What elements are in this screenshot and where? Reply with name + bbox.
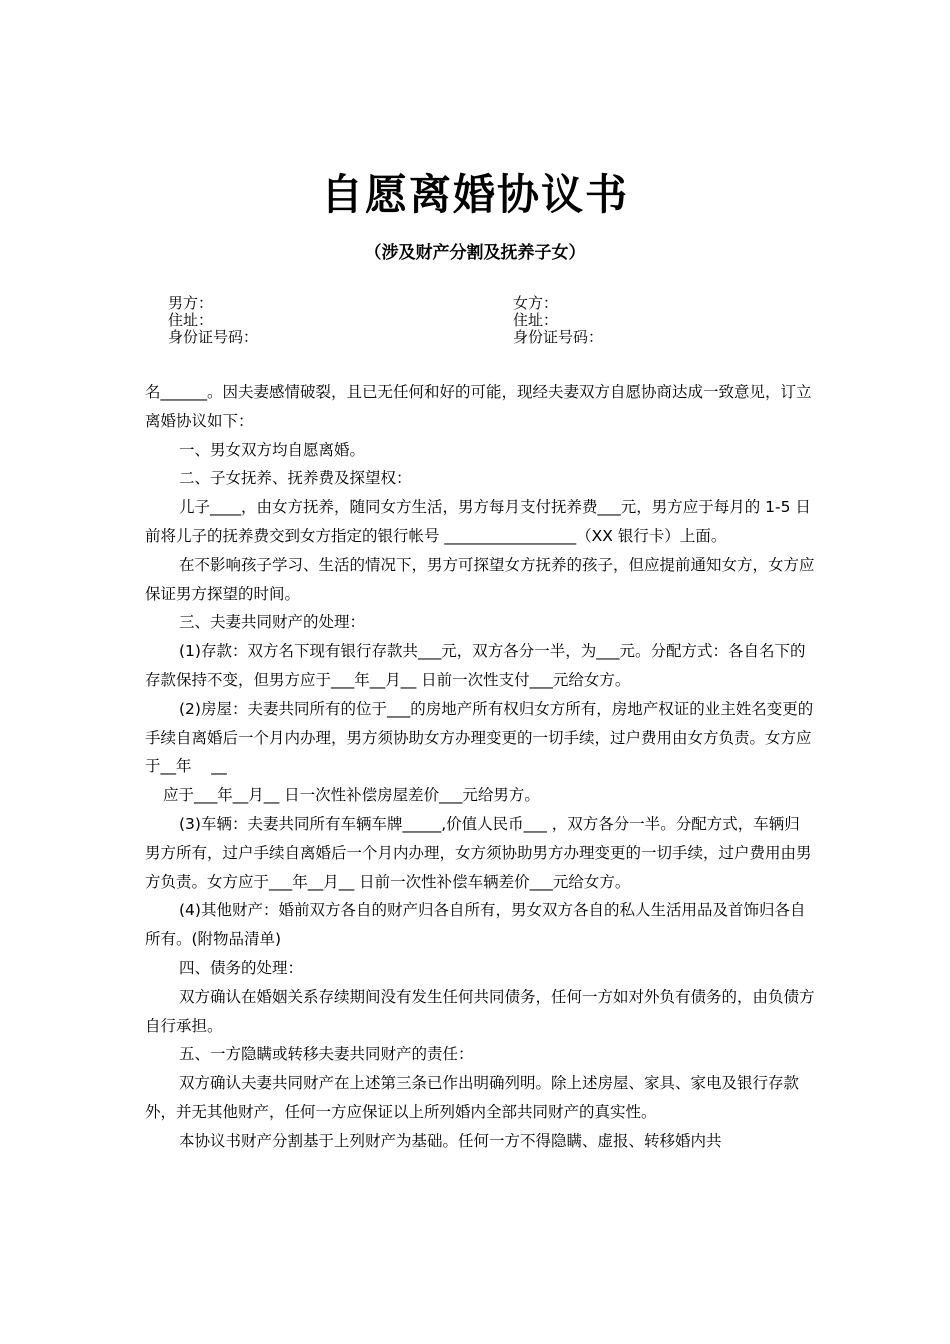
document-title: 自愿离婚协议书 xyxy=(320,170,629,219)
male-address-label: 住址： xyxy=(168,311,214,329)
male-party-info xyxy=(168,295,258,346)
paragraph-deposits: (1)存款：双方名下现有银行存款共___元，双方各分一半，为___元。分配方式：各自名下的存款保持不变，但男方应于___年__月__ 日前一次性支付___元给女方。 xyxy=(145,642,806,689)
paragraph-house-compensation: 应于___年__月__ 日一次性补偿房屋差价___元给男方。 xyxy=(163,786,540,805)
paragraph-vehicle: (3)车辆：夫妻共同所有车辆车牌_____,价值人民币___ ，双方各分一半。分配方式，车辆归男方所有，过户手续自离婚后一个月内办理，女方须协助男方办理变更的一切手续，过户费用由男方负责。女方应于___年__月__ 日前一次性补偿车辆差价___元给女方。 xyxy=(145,814,812,891)
paragraph-child-support: 儿子____，由女方抚养，随同女方生活，男方每月支付抚养费___元，男方应于每月的 1-5 日前将儿子的抚养费交到女方指定的银行帐号 _________________（XX 银行卡）上面。 xyxy=(145,498,811,545)
female-id-label: 身份证号码： xyxy=(513,328,604,346)
paragraph-clause-1: 一、男女双方均自愿离婚。 xyxy=(179,440,366,459)
document-subtitle: （涉及财产分割及抚养子女） xyxy=(364,243,586,263)
paragraph-property-confirmation: 双方确认夫妻共同财产在上述第三条已作出明确列明。除上述房屋、家具、家电及银行存款外，并无其他财产，任何一方应保证以上所列婚内全部共同财产的真实性。 xyxy=(145,1074,800,1121)
paragraph-debts: 双方确认在婚姻关系存续期间没有发生任何共同债务，任何一方如对外负有债务的，由负债方自行承担。 xyxy=(145,987,815,1035)
agreement-body xyxy=(145,378,815,1156)
paragraph-division-basis: 本协议书财产分割基于上列财产为基础。任何一方不得隐瞒、虚报、转移婚内共 xyxy=(179,1131,722,1150)
paragraph-clause-5-heading: 五、一方隐瞒或转移夫妻共同财产的责任： xyxy=(179,1045,474,1064)
paragraph-clause-4-heading: 四、债务的处理： xyxy=(179,958,304,977)
paragraph-clause-2-heading: 二、子女抚养、抚养费及探望权： xyxy=(179,469,412,488)
male-id-label: 身份证号码： xyxy=(168,328,259,346)
female-address-label: 住址： xyxy=(513,311,559,329)
paragraph-visitation: 在不影响孩子学习、生活的情况下，男方可探望女方抚养的孩子，但应提前通知女方，女方应保证男方探望的时间。 xyxy=(145,555,815,603)
paragraph-house: (2)房屋：夫妻共同所有的位于___的房地产所有权归女方所有，房地产权证的业主姓名变更的手续自离婚后一个月内办理，男方须协助女方办理变更的一切手续，过户费用由女方负责。女方应于__年 __ xyxy=(145,699,814,776)
paragraph-other-property: (4)其他财产：婚前双方各自的财产归各自所有，男女双方各自的私人生活用品及首饰归各自所有。(附物品清单) xyxy=(145,901,806,949)
male-label: 男方： xyxy=(168,294,214,312)
paragraph-clause-3-heading: 三、夫妻共同财产的处理： xyxy=(179,613,366,632)
paragraph-intro: 名______。因夫妻感情破裂，且已无任何和好的可能，现经夫妻双方自愿协商达成一致意见，订立离婚协议如下： xyxy=(145,383,812,430)
female-party-info xyxy=(513,295,603,346)
female-label: 女方： xyxy=(513,294,559,312)
